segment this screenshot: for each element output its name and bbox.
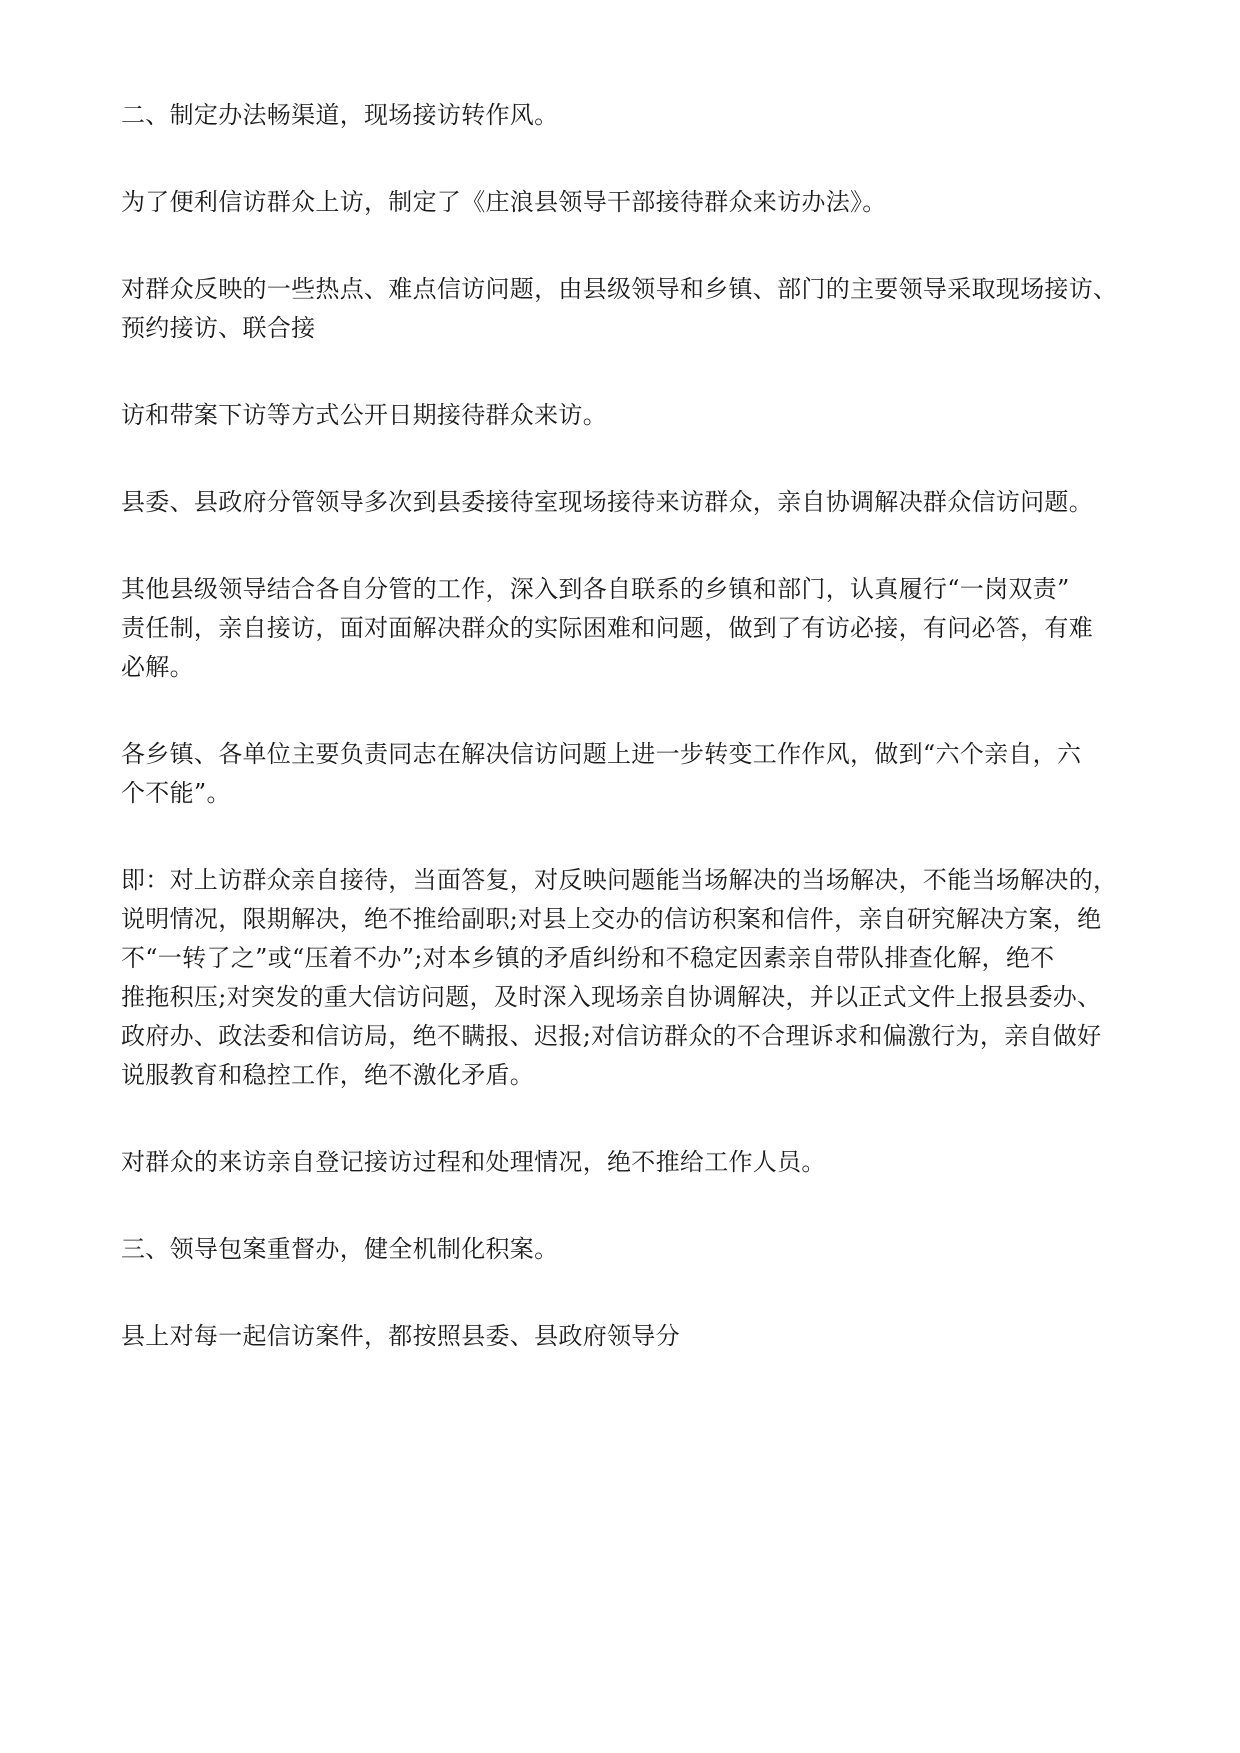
section-heading-3: 三、领导包案重督办，健全机制化积案。 — [121, 1235, 559, 1263]
section-heading-2: 二、制定办法畅渠道，现场接访转作风。 — [121, 101, 559, 129]
paragraph-case-handling: 县上对每一起信访案件，都按照县委、县政府领导分 — [121, 1322, 680, 1350]
paragraph-public-dates: 访和带案下访等方式公开日期接待群众来访。 — [121, 401, 607, 429]
paragraph-visit-measures: 为了便利信访群众上访，制定了《庄浪县领导干部接待群众来访办法》。 — [121, 188, 887, 216]
paragraph-registration: 对群众的来访亲自登记接访过程和处理情况，绝不推给工作人员。 — [121, 1148, 826, 1176]
paragraph-hotspot-issues: 对群众反映的一些热点、难点信访问题，由县级领导和乡镇、部门的主要领导采取现场接访、 预约接访、联合接 — [121, 275, 1118, 342]
paragraph-six-personally: 各乡镇、各单位主要负责同志在解决信访问题上进一步转变工作作风，做到“六个亲自，六 个不能”。 — [121, 740, 1082, 807]
paragraph-county-leaders: 县委、县政府分管领导多次到县委接待室现场接待来访群众，亲自协调解决群众信访问题。 — [121, 488, 1093, 516]
paragraph-other-leaders: 其他县级领导结合各自分管的工作，深入到各自联系的乡镇和部门，认真履行“一岗双责” 责任制，亲自接访，面对面解决群众的实际困难和问题，做到了有访必接，有问必答，有难 必解。 — [121, 575, 1093, 681]
paragraph-details: 即：对上访群众亲自接待，当面答复，对反映问题能当场解决的当场解决，不能当场解决的， 说明情况，限期解决，绝不推给副职;对县上交办的信访积案和信件，亲自研究解决方案，绝 不“一转了之”或“压着不办”;对本乡镇的矛盾纠纷和不稳定因素亲自带队排查化解，绝不 推拖积压;对突发的重大信访问题，及时深入现场亲自协调解决，并以正式文件上报县委办、 政府办、政法委和信访局，绝不瞒报、迟报;对信访群众的不合理诉求和偏激行为，亲自做好 说服教育和稳控工作，绝不激化矛盾。 — [121, 866, 1118, 1089]
